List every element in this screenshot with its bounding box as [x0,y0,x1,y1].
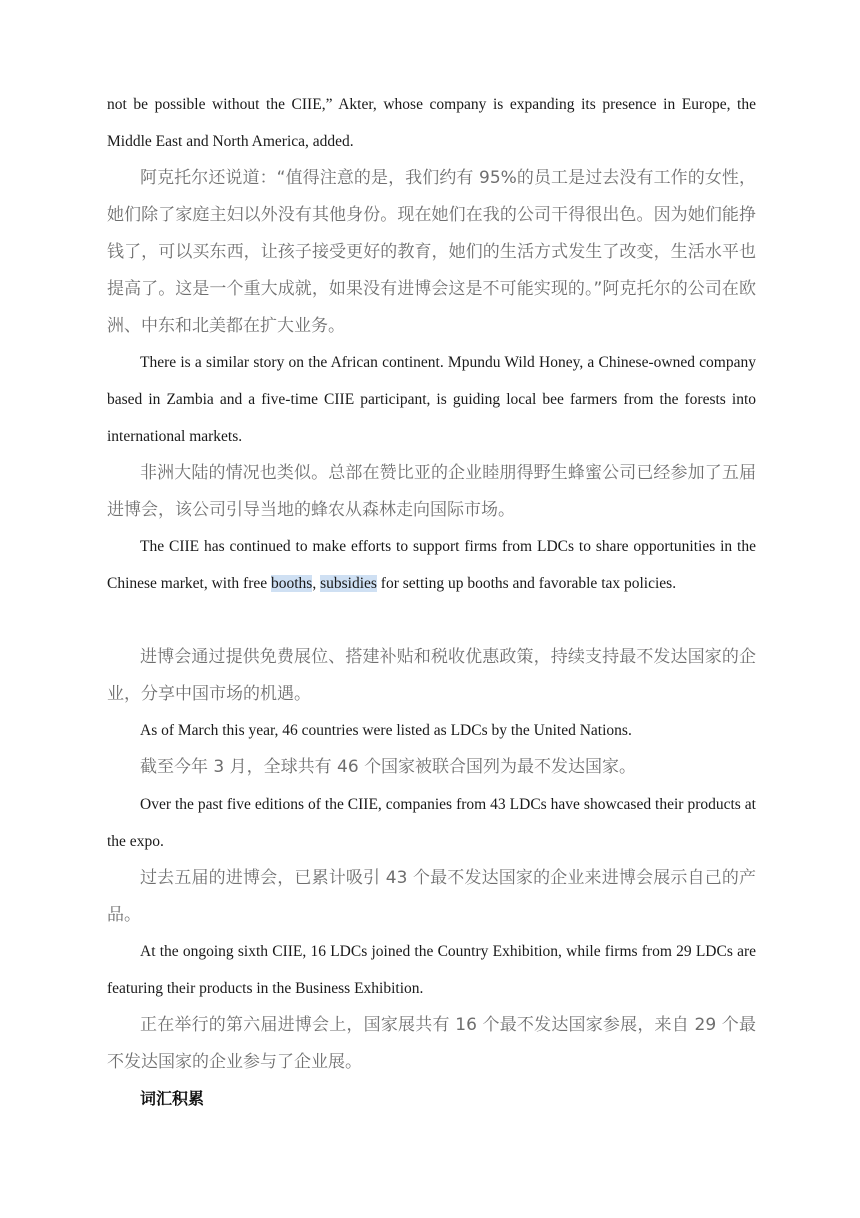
highlighted-word-subsidies: subsidies [320,575,377,592]
highlighted-word-booths: booths [270,575,313,592]
chinese-paragraph-2: 非洲大陆的情况也类似。总部在赞比亚的企业睦朋得野生蜂蜜公司已经参加了五届进博会，该公司引导当地的蜂农从森林走向国际市场。 [107,463,756,520]
chinese-paragraph-5: 过去五届的进博会，已累计吸引 43 个最不发达国家的企业来进博会展示自己的产品。 [107,868,756,925]
chinese-paragraph-1: 阿克托尔还说道：“值得注意的是，我们约有 95%的员工是过去没有工作的女性，她们除了家庭主妇以外没有其他身份。现在她们在我的公司干得很出色。因为她们能挣钱了，可以买东西，让孩子接受更好的教育，她们的生活方式发生了改变，生活水平也提高了。这是一个重大成就，如果没有进博会这是不可能实现的。”阿克托尔的公司在欧洲、中东和北美都在扩大业务。 [107,168,756,336]
english-paragraph-4: As of March this year, 46 countries were listed as LDCs by the United Nations. [140,722,632,739]
english-paragraph-3-separator: , [312,575,321,592]
english-paragraph-3 [107,528,756,602]
english-paragraph-5: Over the past five editions of the CIIE, companies from 43 LDCs have showcased their products at the expo. [107,796,756,850]
chinese-paragraph-4: 截至今年 3 月，全球共有 46 个国家被联合国列为最不发达国家。 [140,757,637,777]
english-paragraph-3-text-after: for setting up booths and favorable tax policies. [376,575,677,592]
vocabulary-heading: 词汇积累 [140,1089,205,1108]
chinese-paragraph-6: 正在举行的第六届进博会上，国家展共有 16 个最不发达国家参展，来自 29 个最不发达国家的企业参与了企业展。 [107,1015,756,1072]
english-paragraph-6: At the ongoing sixth CIIE, 16 LDCs joined the Country Exhibition, while firms from 29 LDCs are featuring their products in the Business Exhibition. [107,943,756,997]
chinese-paragraph-3: 进博会通过提供免费展位、搭建补贴和税收优惠政策，持续支持最不发达国家的企业，分享中国市场的机遇。 [107,647,756,704]
english-paragraph-3-text-before: The CIIE has continued to make efforts to support firms from LDCs to share opportunities in the Chinese market, with free [107,538,756,592]
english-paragraph-1: not be possible without the CIIE,” Akter, whose company is expanding its presence in Europe, the Middle East and North America, added. [107,96,756,150]
english-paragraph-2: There is a similar story on the African continent. Mpundu Wild Honey, a Chinese-owned company based in Zambia and a five-time CIIE participant, is guiding local bee farmers from the forests into international markets. [107,354,756,445]
